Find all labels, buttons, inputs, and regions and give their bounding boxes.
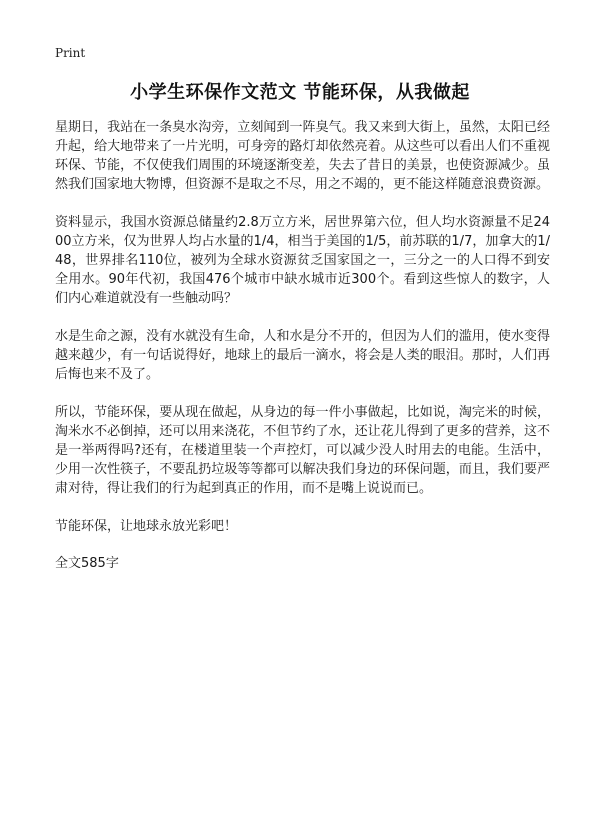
article-paragraph: 所以，节能环保，要从现在做起，从身边的每一件小事做起，比如说，淘完米的时候，淘米水不必倒掉，还可以用来浇花，不但节约了水，还让花儿得到了更多的营养，这不是一举两得吗?还有，在楼道里装一个声控灯，可以减少没人时用去的电能。生活中，少用一次性筷子，不要乱扔垃圾等等都可以解决我们身边的环保问题，而且，我们要严肃对待，得让我们的行为起到真正的作用，而不是嘴上说说而已。	[55, 405, 550, 496]
closing-line: 节能环保，让地球永放光彩吧！	[55, 519, 238, 534]
print-link[interactable]: Print	[55, 46, 86, 60]
article-body	[55, 118, 550, 573]
article-paragraph: 资料显示，我国水资源总储量约2.8万立方米，居世界第六位，但人均水资源量不足2400立方米，仅为世界人均占水量的1/4，相当于美国的1/5，前苏联的1/7，加拿大的1/48，世界排名110位，被列为全球水资源贫乏国家国之一，三分之一的人口得不到安全用水。90年代初，我国476个城市中缺水城市近300个。看到这些惊人的数字，人们内心难道就没有一些触动吗？	[55, 215, 550, 306]
article-paragraph: 水是生命之源，没有水就没有生命，人和水是分不开的，但因为人们的滥用，使水变得越来越少，有一句话说得好，地球上的最后一滴水，将会是人类的眼泪。那时，人们再后悔也来不及了。	[55, 329, 550, 382]
article-paragraph: 星期日，我站在一条臭水沟旁，立刻闻到一阵臭气。我又来到大街上，虽然，太阳已经升起，给大地带来了一片光明，可身旁的路灯却依然亮着。从这些可以看出人们不重视环保、节能，不仅使我们周围的环境逐渐变差，失去了昔日的美景，也使资源减少。虽然我们国家地大物博，但资源不是取之不尽，用之不竭的，更不能这样随意浪费资源。	[55, 120, 550, 192]
page-title: 小学生环保作文范文 节能环保，从我做起	[130, 82, 470, 103]
word-count: 全文585字	[55, 556, 119, 571]
